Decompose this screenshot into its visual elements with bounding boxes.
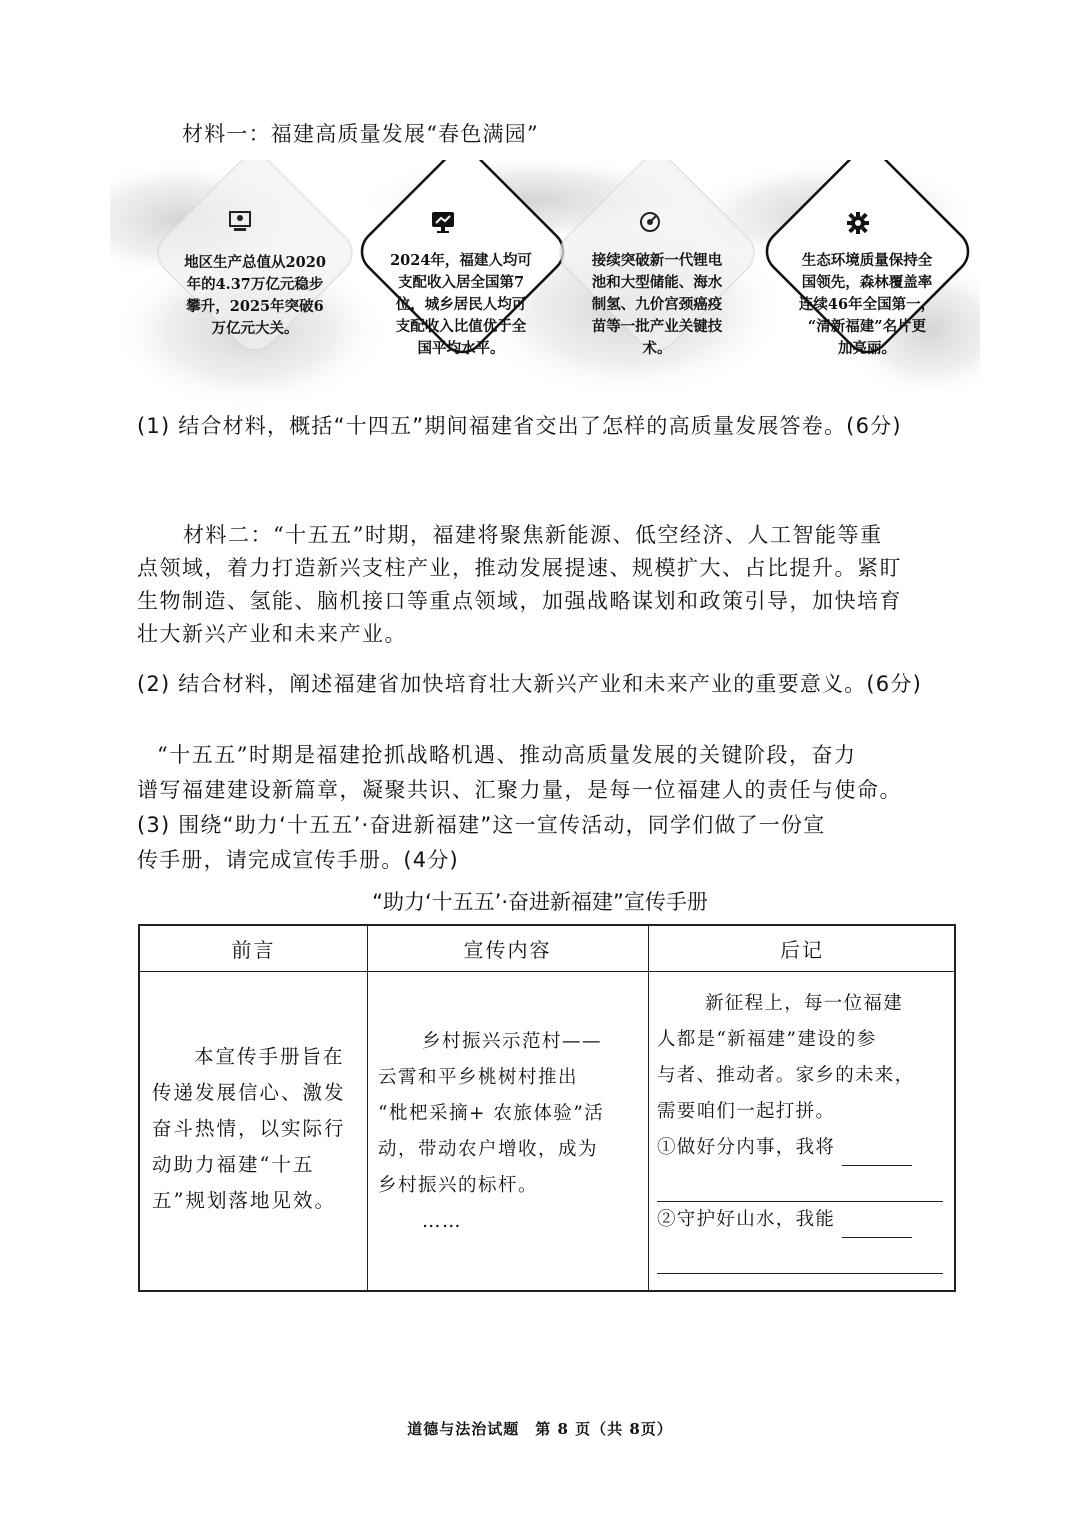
preface-line: 动助力福建“十五 — [152, 1153, 315, 1176]
answer-blank-2b[interactable] — [657, 1247, 943, 1274]
afterword-line: 新征程上，每一位福建 — [705, 993, 904, 1014]
card-4-line: 加亮丽。 — [838, 340, 896, 357]
question-3-line-2: 传手册，请完成宣传手册。(4分) — [137, 848, 459, 872]
card-4-line: “清新福建”名片更 — [807, 318, 927, 335]
card-3-text — [552, 250, 762, 360]
answer-blank-2a[interactable] — [842, 1211, 912, 1238]
afterword-item-1: ①做好分内事，我将 — [657, 1137, 836, 1158]
afterword-line: 需要咱们一起打拼。 — [657, 1101, 836, 1122]
card-2-text — [356, 250, 566, 360]
card-1-line: 攀升，2025年突破6 — [186, 298, 324, 315]
material2-line: 壮大新兴产业和未来产业。 — [137, 622, 407, 646]
preface-line: 传递发展信心、激发 — [152, 1081, 346, 1104]
card-1-line: 地区生产总值从2020 — [184, 254, 326, 271]
infographic — [110, 160, 980, 410]
gear-icon — [847, 212, 869, 234]
preface-line: 本宣传手册旨在 — [194, 1045, 345, 1068]
card-3-line: 池和大型储能、海水 — [591, 274, 723, 291]
content-cell — [378, 1024, 646, 1240]
preface-line: 五”规划落地见效。 — [152, 1189, 336, 1212]
card-4-text — [762, 250, 972, 360]
material1-title: 材料一：福建高质量发展“春色满园” — [182, 122, 539, 146]
card-2-line: 2024年，福建人均可 — [390, 252, 532, 269]
material2 — [137, 519, 957, 651]
question-3-line-1: (3) 围绕“助力‘十五五’·奋进新福建”这一宣传活动，同学们做了一份宣 — [137, 813, 826, 837]
card-4-line: 连续46年全国第一， — [798, 296, 936, 313]
content-line: 乡村振兴示范村—— — [422, 1031, 603, 1052]
card-2-line: 支配收入比值优于全 — [395, 318, 527, 335]
card-3-line: 术。 — [642, 340, 672, 357]
handbook-title: “助力‘十五五’·奋进新福建”宣传手册 — [372, 890, 708, 914]
afterword-item-2: ②守护好山水，我能 — [657, 1209, 836, 1230]
afterword-line: 与者、推动者。家乡的未来， — [657, 1065, 915, 1086]
card-3-line: 制氢、九价宫颈癌疫 — [591, 296, 723, 313]
afterword-line: 人都是“新福建”建设的参 — [657, 1029, 877, 1050]
content-line: 动，带动农户增收，成为 — [378, 1139, 599, 1160]
card-3-line: 苗等一批产业关键技 — [591, 318, 723, 335]
header-afterword: 后记 — [780, 938, 824, 962]
material3-line: “十五五”时期是福建抢抓战略机遇、推动高质量发展的关键阶段，奋力 — [157, 743, 857, 767]
material2-line: 点领域，着力打造新兴支柱产业，推动发展提速、规模扩大、占比提升。紧盯 — [137, 556, 902, 580]
question-2: (2) 结合材料，阐述福建省加快培育壮大新兴产业和未来产业的重要意义。(6分) — [137, 672, 922, 696]
handbook-table — [138, 924, 956, 1292]
material3 — [137, 738, 957, 808]
material3-line: 谱写福建建设新篇章，凝聚共识、汇聚力量，是每一位福建人的责任与使命。 — [137, 778, 902, 802]
question-1: (1) 结合材料，概括“十四五”期间福建省交出了怎样的高质量发展答卷。(6分) — [137, 414, 902, 438]
card-3-line: 接续突破新一代锂电 — [591, 252, 723, 269]
page-footer: 道德与法治试题 第 8 页（共 8页） — [407, 1420, 673, 1438]
card-1-text — [150, 252, 360, 340]
answer-blank-1a[interactable] — [842, 1139, 912, 1166]
material2-line: 材料二：“十五五”时期，福建将聚焦新能源、低空经济、人工智能等重 — [183, 523, 883, 547]
preface-cell — [152, 1039, 362, 1219]
content-line: …… — [422, 1211, 462, 1232]
preface-line: 奋斗热情，以实际行 — [152, 1117, 346, 1140]
card-2-line: 国平均水平。 — [417, 340, 505, 357]
card-2-line: 支配收入居全国第7 — [397, 274, 525, 291]
card-4-line: 国领先，森林覆盖率 — [801, 274, 933, 291]
header-preface: 前言 — [231, 938, 276, 962]
card-1-line: 万亿元大关。 — [211, 320, 299, 337]
card-4-line: 生态环境质量保持全 — [801, 252, 933, 269]
content-line: “枇杷采摘+ 农旅体验”活 — [378, 1103, 605, 1124]
card-1-line: 年的4.37万亿元稳步 — [186, 276, 324, 293]
afterword-cell — [657, 986, 952, 1274]
material2-line: 生物制造、氢能、脑机接口等重点领域，加强战略谋划和政策引导，加快培育 — [137, 589, 902, 613]
content-line: 云霄和平乡桃树村推出 — [378, 1067, 579, 1088]
card-2-line: 位，城乡居民人均可 — [395, 296, 527, 313]
header-content: 宣传内容 — [463, 938, 552, 962]
answer-blank-1b[interactable] — [657, 1175, 943, 1202]
content-line: 乡村振兴的标杆。 — [378, 1175, 539, 1196]
